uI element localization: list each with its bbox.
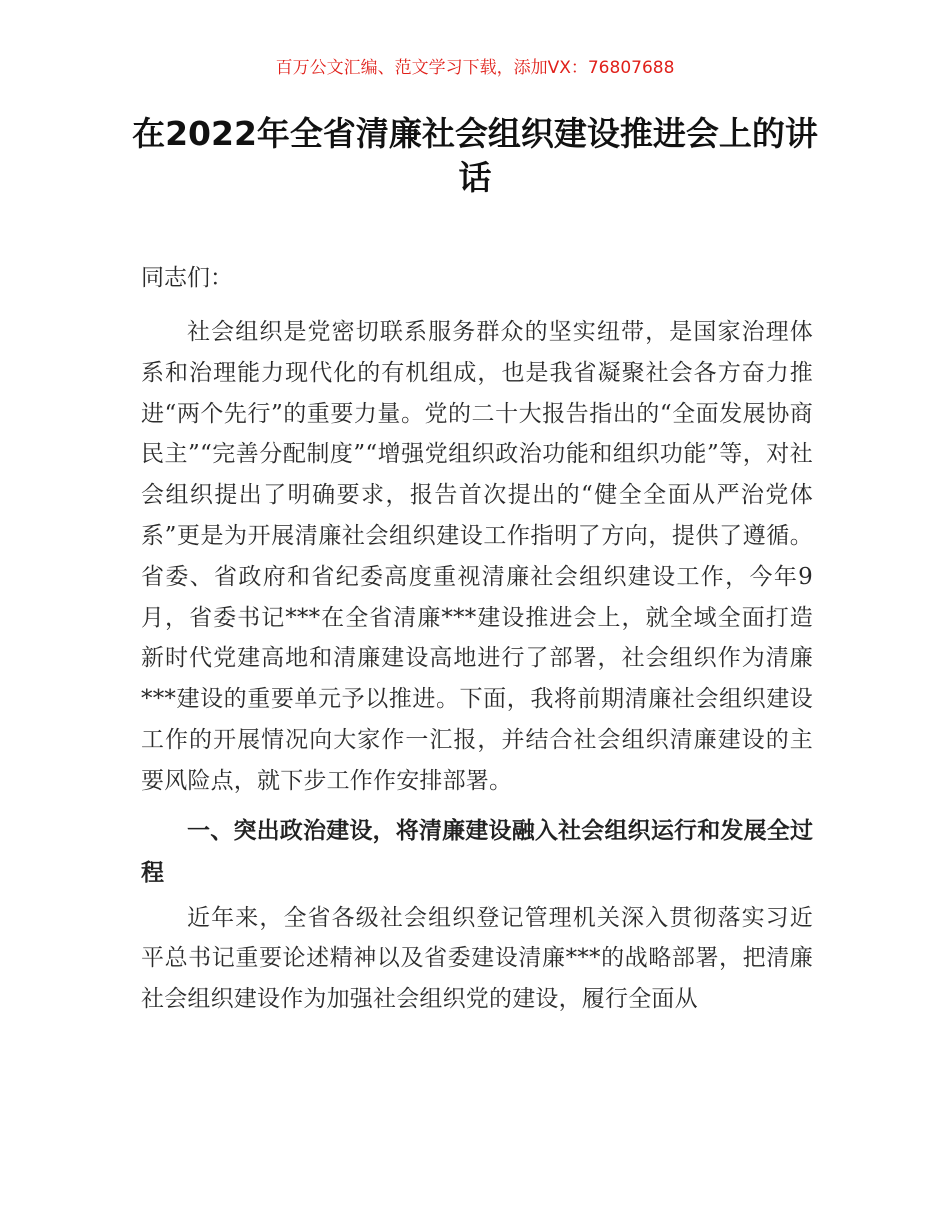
document-title: 在2022年全省清廉社会组织建设推进会上的讲话 (132, 114, 818, 197)
document-body (141, 258, 813, 1020)
promo-banner: 百万公文汇编、范文学习下载，添加VX：76807688 (275, 58, 675, 78)
section-heading: 一、突出政治建设，将清廉建设融入社会组织运行和发展全过程 (141, 817, 813, 886)
intro-paragraph: 社会组织是党密切联系服务群众的坚实纽带，是国家治理体系和治理能力现代化的有机组成，也是我省凝聚社会各方奋力推进“两个先行”的重要力量。党的二十大报告指出的“全面发展协商民主”“完善分配制度”“增强党组织政治功能和组织功能”等，对社会组织提出了明确要求，报告首次提出的“健全全面从严治党体系”更是为开展清廉社会组织建设工作指明了方向，提供了遵循。省委、省政府和省纪委高度重视清廉社会组织建设工作，今年9月，省委书记***在全省清廉***建设推进会上，就全域全面打造新时代党建高地和清廉建设高地进行了部署，社会组织作为清廉***建设的重要单元予以推进。下面，我将前期清廉社会组织建设工作的开展情况向大家作一汇报，并结合社会组织清廉建设的主要风险点，就下步工作作安排部署。 (141, 319, 813, 794)
section-paragraph: 近年来，全省各级社会组织登记管理机关深入贯彻落实习近平总书记重要论述精神以及省委建设清廉***的战略部署，把清廉社会组织建设作为加强社会组织党的建设，履行全面从 (141, 904, 813, 1013)
salutation: 同志们： (141, 265, 233, 291)
